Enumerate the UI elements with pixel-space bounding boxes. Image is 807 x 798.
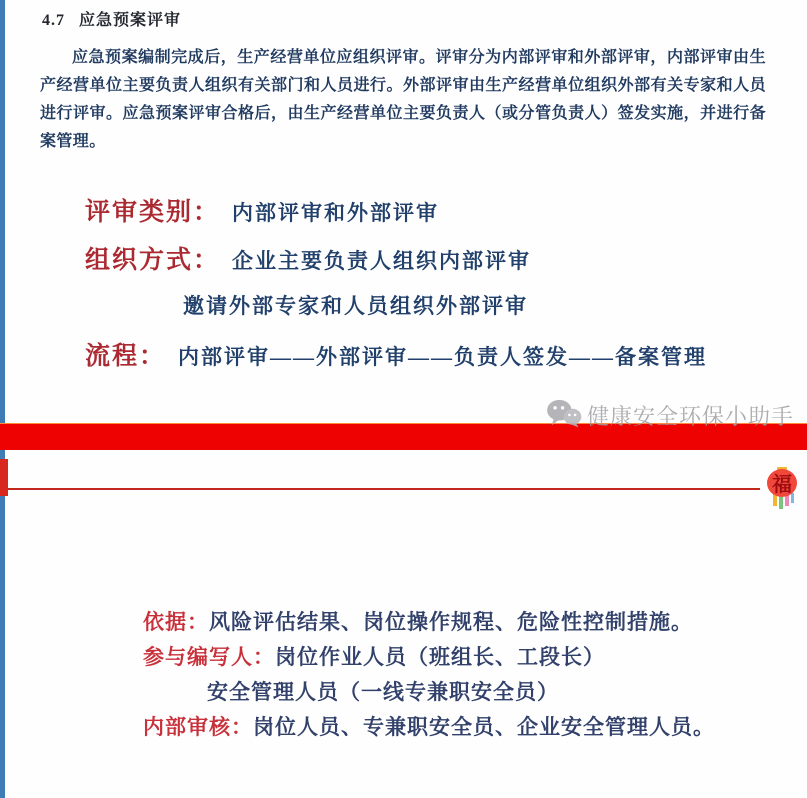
writers-value: 岗位作业人员（班组长、工段长） xyxy=(275,646,605,669)
lantern-fu-icon xyxy=(761,464,803,512)
organization-value: 企业主要负责人组织内部评审 xyxy=(232,249,532,273)
process-row xyxy=(85,336,707,372)
slide2-left-accent xyxy=(0,459,8,496)
review-type-value: 内部评审和外部评审 xyxy=(232,201,440,225)
review-type-row xyxy=(85,192,439,228)
slide2-divider-line xyxy=(6,488,760,490)
section-title: 应急预案评审 xyxy=(79,12,182,29)
process-label: 流程： xyxy=(85,343,167,370)
wechat-icon xyxy=(546,398,582,433)
organization-row xyxy=(85,240,531,276)
internal-audit-row xyxy=(143,711,715,741)
writers-row-2 xyxy=(207,676,559,706)
organization-value-2: 邀请外部专家和人员组织外部评审 xyxy=(183,294,528,318)
internal-audit-value: 岗位人员、专兼职安全员、企业安全管理人员。 xyxy=(253,716,715,739)
section-number: 4.7 xyxy=(42,12,65,29)
intro-paragraph: 应急预案编制完成后，生产经营单位应组织评审。评审分为内部评审和外部评审，内部评审由生产经营单位主要负责人组织有关部门和人员进行。外部评审由生产经营单位组织外部有关专家和人员进行评审。应急预案评审合格后，由生产经营单位主要负责人（或分管负责人）签发实施，并进行备案管理。 xyxy=(40,49,766,150)
writers-row xyxy=(143,641,605,671)
basis-row xyxy=(143,606,693,636)
section-heading xyxy=(42,7,181,30)
basis-value: 风险评估结果、岗位操作规程、危险性控制措施。 xyxy=(209,611,693,634)
organization-label: 组织方式： xyxy=(85,247,221,274)
left-edge-border xyxy=(0,0,5,798)
writers-value-2: 安全管理人员（一线专兼职安全员） xyxy=(207,681,559,704)
organization-row-2 xyxy=(85,290,528,320)
basis-label: 依据： xyxy=(143,611,209,634)
review-type-label: 评审类别： xyxy=(85,199,221,226)
process-value: 内部评审——外部评审——负责人签发——备案管理 xyxy=(178,345,708,369)
writers-label: 参与编写人： xyxy=(143,646,275,669)
watermark-text: 健康安全环保小助手 xyxy=(587,404,795,429)
lantern-character: 福 xyxy=(772,474,792,496)
watermark xyxy=(546,398,794,433)
internal-audit-label: 内部审核： xyxy=(143,716,253,739)
